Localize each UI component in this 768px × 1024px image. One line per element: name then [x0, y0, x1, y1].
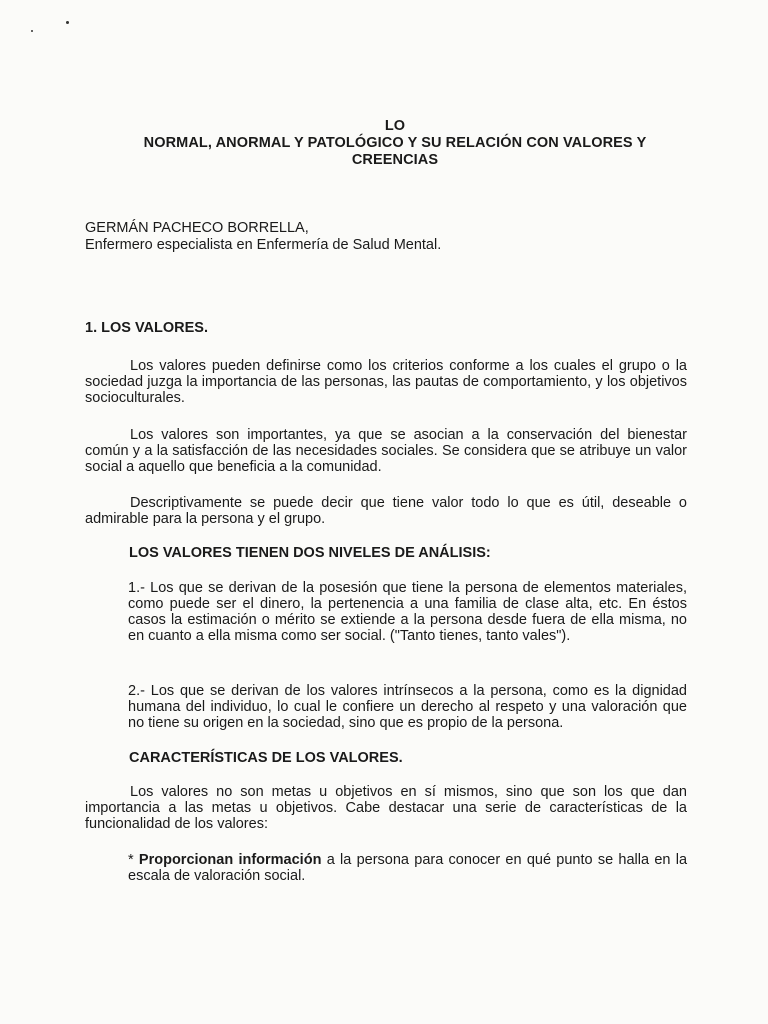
author-role: Enfermero especialista en Enfermería de Salud Mental. [85, 237, 442, 253]
author-name: GERMÁN PACHECO BORRELLA, [85, 220, 309, 236]
paragraph: Los valores no son metas u objetivos en sí mismos, sino que son los que dan importancia a las metas u objetivos. Cabe destacar una serie de características de la funcionalidad de los valores: [85, 784, 687, 832]
section-heading: 1. LOS VALORES. [85, 320, 209, 336]
bullet-prefix: * [128, 852, 139, 868]
scan-speck [66, 21, 69, 24]
subheading: LOS VALORES TIENEN DOS NIVELES DE ANÁLISIS: [129, 545, 491, 561]
bullet-text: a la persona para conocer en qué punto se halla en la escala de valoración social. [128, 852, 688, 884]
bullet-item [128, 852, 687, 884]
list-item: 2.- Los que se derivan de los valores intrínsecos a la persona, como es la dignidad humana del individuo, lo cual le confiere un derecho al respeto y una valoración que no tiene su origen en la sociedad, sino que es propio de la persona. [128, 683, 687, 731]
bullet-emphasis: Proporcionan información [138, 852, 322, 868]
paragraph: Descriptivamente se puede decir que tiene valor todo lo que es útil, deseable o admirable para la persona y el grupo. [85, 495, 687, 527]
scan-speck [31, 30, 33, 32]
paragraph: Los valores son importantes, ya que se asocian a la conservación del bienestar común y a la satisfacción de las necesidades sociales. Se considera que se atribuye un valor social a aquello que beneficia a la comunidad. [85, 427, 687, 475]
list-item: 1.- Los que se derivan de la posesión que tiene la persona de elementos materiales, como puede ser el dinero, la pertenencia a una familia de clase alta, etc. En éstos casos la estimación o mérito se extiende a la persona desde fuera de ella misma, no en cuanto a ella misma como ser social. ("Tanto tienes, tanto vales"). [128, 580, 687, 644]
title-line-3: CREENCIAS [351, 152, 439, 168]
title-line-1: LO [384, 118, 406, 134]
title-line-2: NORMAL, ANORMAL Y PATOLÓGICO Y SU RELACIÓN CON VALORES Y [143, 135, 647, 151]
subheading: CARACTERÍSTICAS DE LOS VALORES. [129, 750, 403, 766]
paragraph: Los valores pueden definirse como los criterios conforme a los cuales el grupo o la sociedad juzga la importancia de las personas, las pautas de comportamiento, y los objetivos socioculturales. [85, 358, 687, 406]
